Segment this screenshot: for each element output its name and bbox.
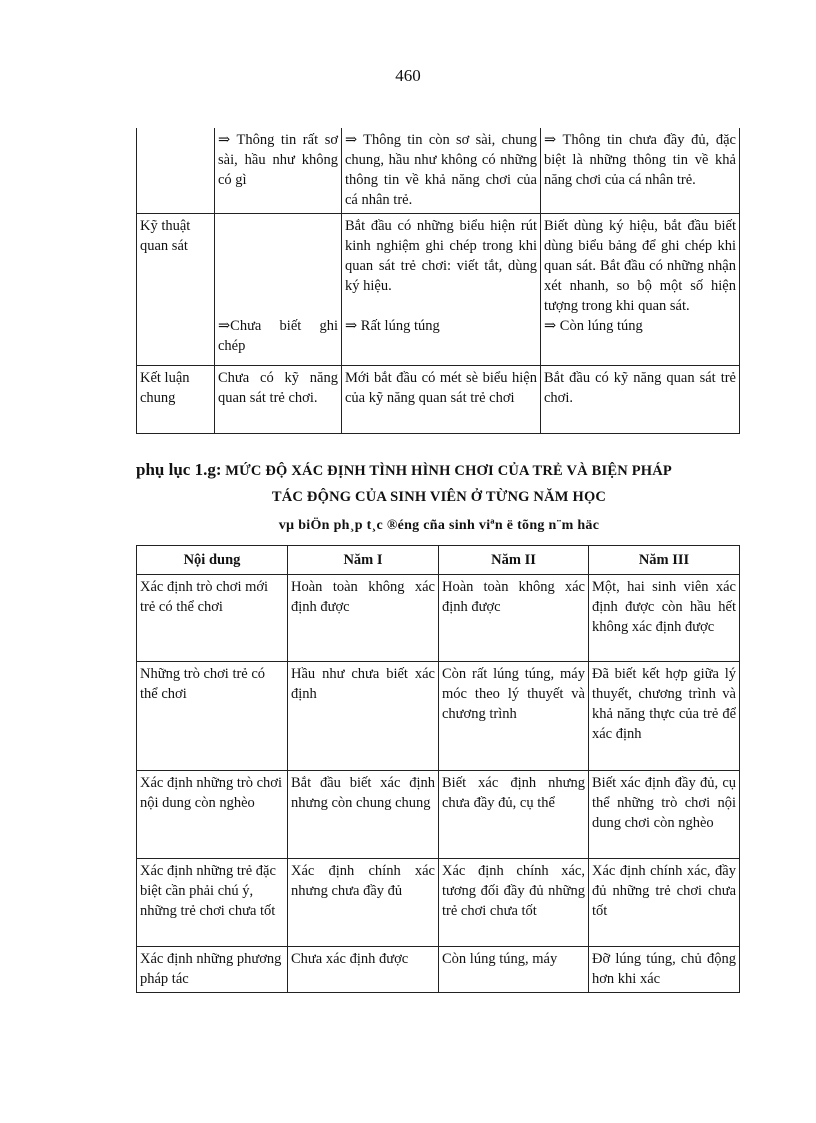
table-cell: Còn lúng túng, máy (439, 947, 589, 993)
play-assessment-table (136, 545, 740, 993)
appendix-prefix: phụ lục 1.g: (136, 460, 222, 479)
table-header-row (137, 546, 740, 575)
table-cell (541, 214, 740, 366)
table-cell (342, 214, 541, 366)
table-cell: Hoàn toàn không xác định được (288, 575, 439, 662)
table-cell: Xác định những phương pháp tác (137, 947, 288, 993)
page-number: 460 (395, 66, 421, 85)
table-row (137, 214, 740, 366)
table-row (137, 947, 740, 993)
table-cell: Xác định chính xác, tương đối đầy đủ những trẻ chơi chưa tốt (439, 859, 589, 947)
table-cell: Xác định trò chơi mới trẻ có thể chơi (137, 575, 288, 662)
table-cell: Bắt đầu biết xác định nhưng còn chung chung (288, 771, 439, 859)
column-header: Nội dung (137, 546, 288, 575)
cell-note: ⇒ Còn lúng túng (544, 318, 643, 334)
table-cell: ⇒ Thông tin còn sơ sài, chung chung, hầu như không có những thông tin về khả năng chơi của cá nhân trẻ. (342, 128, 541, 214)
table-cell: Chưa có kỹ năng quan sát trẻ chơi. (215, 366, 342, 434)
table-cell: Đã biết kết hợp giữa lý thuyết, chương trình và khả năng thực của trẻ để xác định (589, 662, 740, 771)
table-row (137, 575, 740, 662)
observation-skill-table (136, 128, 740, 434)
table-cell: Biết xác định nhưng chưa đầy đủ, cụ thể (439, 771, 589, 859)
table-cell: Xác định những trò chơi nội dung còn nghèo (137, 771, 288, 859)
table-cell: Chưa xác định được (288, 947, 439, 993)
appendix-title-line1: MỨC ĐỘ XÁC ĐỊNH TÌNH HÌNH CHƠI CỦA TRẺ VÀ BIỆN PHÁP (225, 463, 672, 479)
table-cell: ⇒ Thông tin chưa đầy đủ, đặc biệt là những thông tin về khả năng chơi của cá nhân trẻ. (541, 128, 740, 214)
table-cell (215, 214, 342, 366)
table-cell: Hầu như chưa biết xác định (288, 662, 439, 771)
table-cell: ⇒ Thông tin rất sơ sài, hầu như không có gì (215, 128, 342, 214)
column-header: Năm II (439, 546, 589, 575)
appendix-title-line2: TÁC ĐỘNG CỦA SINH VIÊN Ở TỪNG NĂM HỌC (271, 489, 607, 505)
appendix-title-line3: vµ biÖn ph¸p t¸c ®éng cña sinh viªn ë tõng n¨m häc (278, 518, 600, 533)
table-row (137, 859, 740, 947)
row-label: Kết luận chung (137, 366, 215, 434)
cell-note: ⇒ Rất lúng túng (345, 318, 440, 334)
table-row (137, 366, 740, 434)
column-header: Năm III (589, 546, 740, 575)
table-cell: Xác định những trẻ đặc biệt cần phải chú ý, những trẻ chơi chưa tốt (137, 859, 288, 947)
table-cell: Xác định chính xác nhưng chưa đầy đủ (288, 859, 439, 947)
table-cell: Đỡ lúng túng, chủ động hơn khi xác (589, 947, 740, 993)
row-label: Kỹ thuật quan sát (137, 214, 215, 366)
table-row (137, 128, 740, 214)
column-header: Năm I (288, 546, 439, 575)
table-row (137, 662, 740, 771)
table-cell: Một, hai sinh viên xác định được còn hầu hết không xác định được (589, 575, 740, 662)
cell-text: Bắt đầu có những biểu hiện rút kinh nghiệm ghi chép trong khi quan sát trẻ chơi: viết tắt, dùng ký hiệu. (345, 218, 537, 294)
table-cell: Hoàn toàn không xác định được (439, 575, 589, 662)
table-cell: Mới bắt đầu có mét sè biểu hiện của kỹ năng quan sát trẻ chơi (342, 366, 541, 434)
table-cell: Những trò chơi trẻ có thể chơi (137, 662, 288, 771)
table-cell: Còn rất lúng túng, máy móc theo lý thuyết và chương trình (439, 662, 589, 771)
cell-note: ⇒Chưa biết ghi chép (218, 318, 338, 354)
table-cell: Biết xác định đầy đủ, cụ thể những trò chơi nội dung chơi còn nghèo (589, 771, 740, 859)
appendix-title (136, 460, 742, 481)
table-cell: Bắt đầu có kỹ năng quan sát trẻ chơi. (541, 366, 740, 434)
row-label (137, 128, 215, 214)
cell-text: Biết dùng ký hiệu, bắt đầu biết dùng biểu bảng để ghi chép khi quan sát. Bắt đầu có những nhận xét nhanh, so bộ một số hiện tượng trong khi quan sát. (544, 218, 736, 314)
table-cell: Xác định chính xác, đầy đủ những trẻ chơi chưa tốt (589, 859, 740, 947)
table-row (137, 771, 740, 859)
